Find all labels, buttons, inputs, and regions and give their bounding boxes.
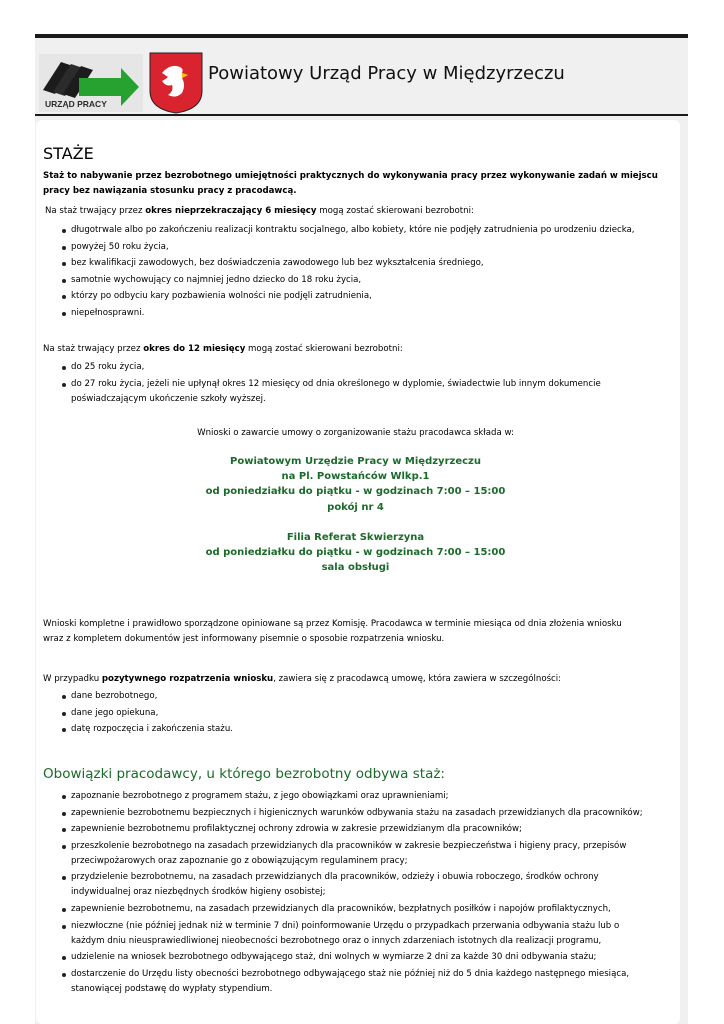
list-item: do 27 roku życia, jeżeli nie upłynął okres 12 miesięcy od dnia określonego w dyplomie, świadectwie lub innym dokumencie poświadczającym ukończenie szkoły wyższej. xyxy=(43,377,623,407)
list-item: dane jego opiekuna, xyxy=(43,706,643,721)
list-item: powyżej 50 roku życia, xyxy=(43,240,643,255)
lead-text: mogą zostać skierowani bezrobotni: xyxy=(245,344,403,354)
address-line: na Pl. Powstańców Wlkp.1 xyxy=(281,471,430,483)
agreement-contents-list xyxy=(43,689,643,739)
address-line: od poniedziałku do piątku - w godzinach 7:00 – 15:00 xyxy=(205,486,506,498)
intro-paragraph: Staż to nabywanie przez bezrobotnego umiejętności praktycznych do wykonywania pracy przez wykonywanie zadań w miejscu pracy bez nawiązania stosunku pracy z pracodawcą. xyxy=(43,171,658,196)
page-title: STAŻE xyxy=(43,144,94,163)
lead-text: Na staż trwający przez xyxy=(45,206,146,216)
list-item: niepełnosprawni. xyxy=(43,306,643,321)
eagle-crest-icon xyxy=(148,51,204,115)
office-address-main xyxy=(43,454,668,515)
list-item: do 25 roku życia, xyxy=(43,360,623,375)
lead-6-months xyxy=(45,204,655,219)
list-item: zapewnienie bezrobotnemu bezpiecznych i higienicznych warunków odbywania stażu na zasadach przewidzianych dla pracowników; xyxy=(43,806,649,821)
logo-text: URZĄD PRACY xyxy=(45,99,107,109)
list-item: udzielenie na wniosek bezrobotnego odbywającego staż, dni wolnych w wymiarze 2 dni za każde 30 dni odbywania stażu; xyxy=(43,950,649,965)
list-item: dostarczenie do Urzędu listy obecności bezrobotnego odbywającego staż nie później niż do 5 dnia każdego następnego miesiąca, stanowiącej podstawę do wypłaty stypendium. xyxy=(43,967,649,997)
eligible-12-months-list xyxy=(43,360,623,408)
header-divider xyxy=(35,114,688,116)
employer-duties-list xyxy=(43,789,649,998)
list-item: dane bezrobotnego, xyxy=(43,689,643,704)
list-item: którzy po odbyciu kary pozbawienia wolności nie podjęli zatrudnienia, xyxy=(43,289,643,304)
list-item: bez kwalifikacji zawodowych, bez doświadczenia zawodowego lub bez wykształcenia średniego, xyxy=(43,256,643,271)
address-line: sala obsługi xyxy=(321,562,390,574)
paragraph-text: W przypadku xyxy=(43,674,102,684)
address-line: Powiatowym Urzędzie Pracy w Międzyrzeczu xyxy=(230,456,481,467)
paragraph-text: , zawiera się z pracodawcą umowę, która zawiera w szczególności: xyxy=(273,674,562,684)
site-title: Powiatowy Urząd Pracy w Międzyrzeczu xyxy=(208,63,565,84)
office-address-branch xyxy=(43,530,668,576)
lead-bold: okres do 12 miesięcy xyxy=(143,344,246,354)
lead-text: mogą zostać skierowani bezrobotni: xyxy=(316,206,474,216)
list-item: samotnie wychowujący co najmniej jedno dziecko do 18 roku życia, xyxy=(43,273,643,288)
address-line: pokój nr 4 xyxy=(327,501,384,513)
application-info: Wnioski o zawarcie umowy o zorganizowanie stażu pracodawca składa w: xyxy=(197,428,514,438)
list-item: zapewnienie bezrobotnemu, na zasadach przewidzianych dla pracowników, bezpłatnych posiłków i napojów profilaktycznych, xyxy=(43,902,649,917)
positive-review-paragraph xyxy=(43,672,653,687)
list-item: datę rozpoczęcia i zakończenia stażu. xyxy=(43,722,643,737)
lead-bold: okres nieprzekraczający 6 miesięcy xyxy=(145,206,317,216)
list-item: zapewnienie bezrobotnemu profilaktycznej ochrony zdrowia w zakresie przewidzianym dla pracowników; xyxy=(43,822,649,837)
eligible-6-months-list xyxy=(43,223,643,323)
review-paragraph: Wnioski kompletne i prawidłowo sporządzone opiniowane są przez Komisję. Pracodawca w terminie miesiąca od dnia złożenia wniosku wraz z kompletem dokumentów jest informowany pisemnie o sposobie rozpatrzenia wniosku. xyxy=(43,619,622,644)
site-header xyxy=(35,38,688,116)
list-item: przeszkolenie bezrobotnego na zasadach przewidzianych dla pracowników w zakresie bezpieczeństwa i higieny pracy, przepisów przeciwpożarowych oraz zapoznanie go z obowiązującym regulaminem pracy; xyxy=(43,839,649,869)
lead-text: Na staż trwający przez xyxy=(43,344,144,354)
page-frame xyxy=(35,34,688,1024)
list-item: przydzielenie bezrobotnemu, na zasadach przewidzianych dla pracowników, odzieży i obuwia roboczego, środków ochrony indywidualnej oraz niezbędnych środków higieny osobistej; xyxy=(43,870,649,900)
lead-12-months xyxy=(43,342,653,357)
paragraph-bold: pozytywnego rozpatrzenia wniosku xyxy=(101,674,274,684)
main-content xyxy=(36,120,680,1024)
address-line: od poniedziałku do piątku - w godzinach 7:00 – 15:00 xyxy=(205,547,506,559)
employer-duties-heading: Obowiązki pracodawcy, u którego bezrobotny odbywa staż: xyxy=(43,766,445,782)
list-item: niezwłoczne (nie później jednak niż w terminie 7 dni) poinformowanie Urzędu o przypadkach przerwania odbywania stażu lub o każdym dniu nieusprawiedliwionej nieobecności bezrobotnego oraz o innych zdarzeniach istotnych dla realizacji programu, xyxy=(43,919,649,949)
list-item: długotrwale albo po zakończeniu realizacji kontraktu socjalnego, albo kobiety, które nie podjęły zatrudnienia po urodzeniu dziecka, xyxy=(43,223,643,238)
urzad-pracy-logo[interactable] xyxy=(39,54,143,112)
address-line: Filia Referat Skwierzyna xyxy=(286,532,425,543)
list-item: zapoznanie bezrobotnego z programem stażu, z jego obowiązkami oraz uprawnieniami; xyxy=(43,789,649,804)
